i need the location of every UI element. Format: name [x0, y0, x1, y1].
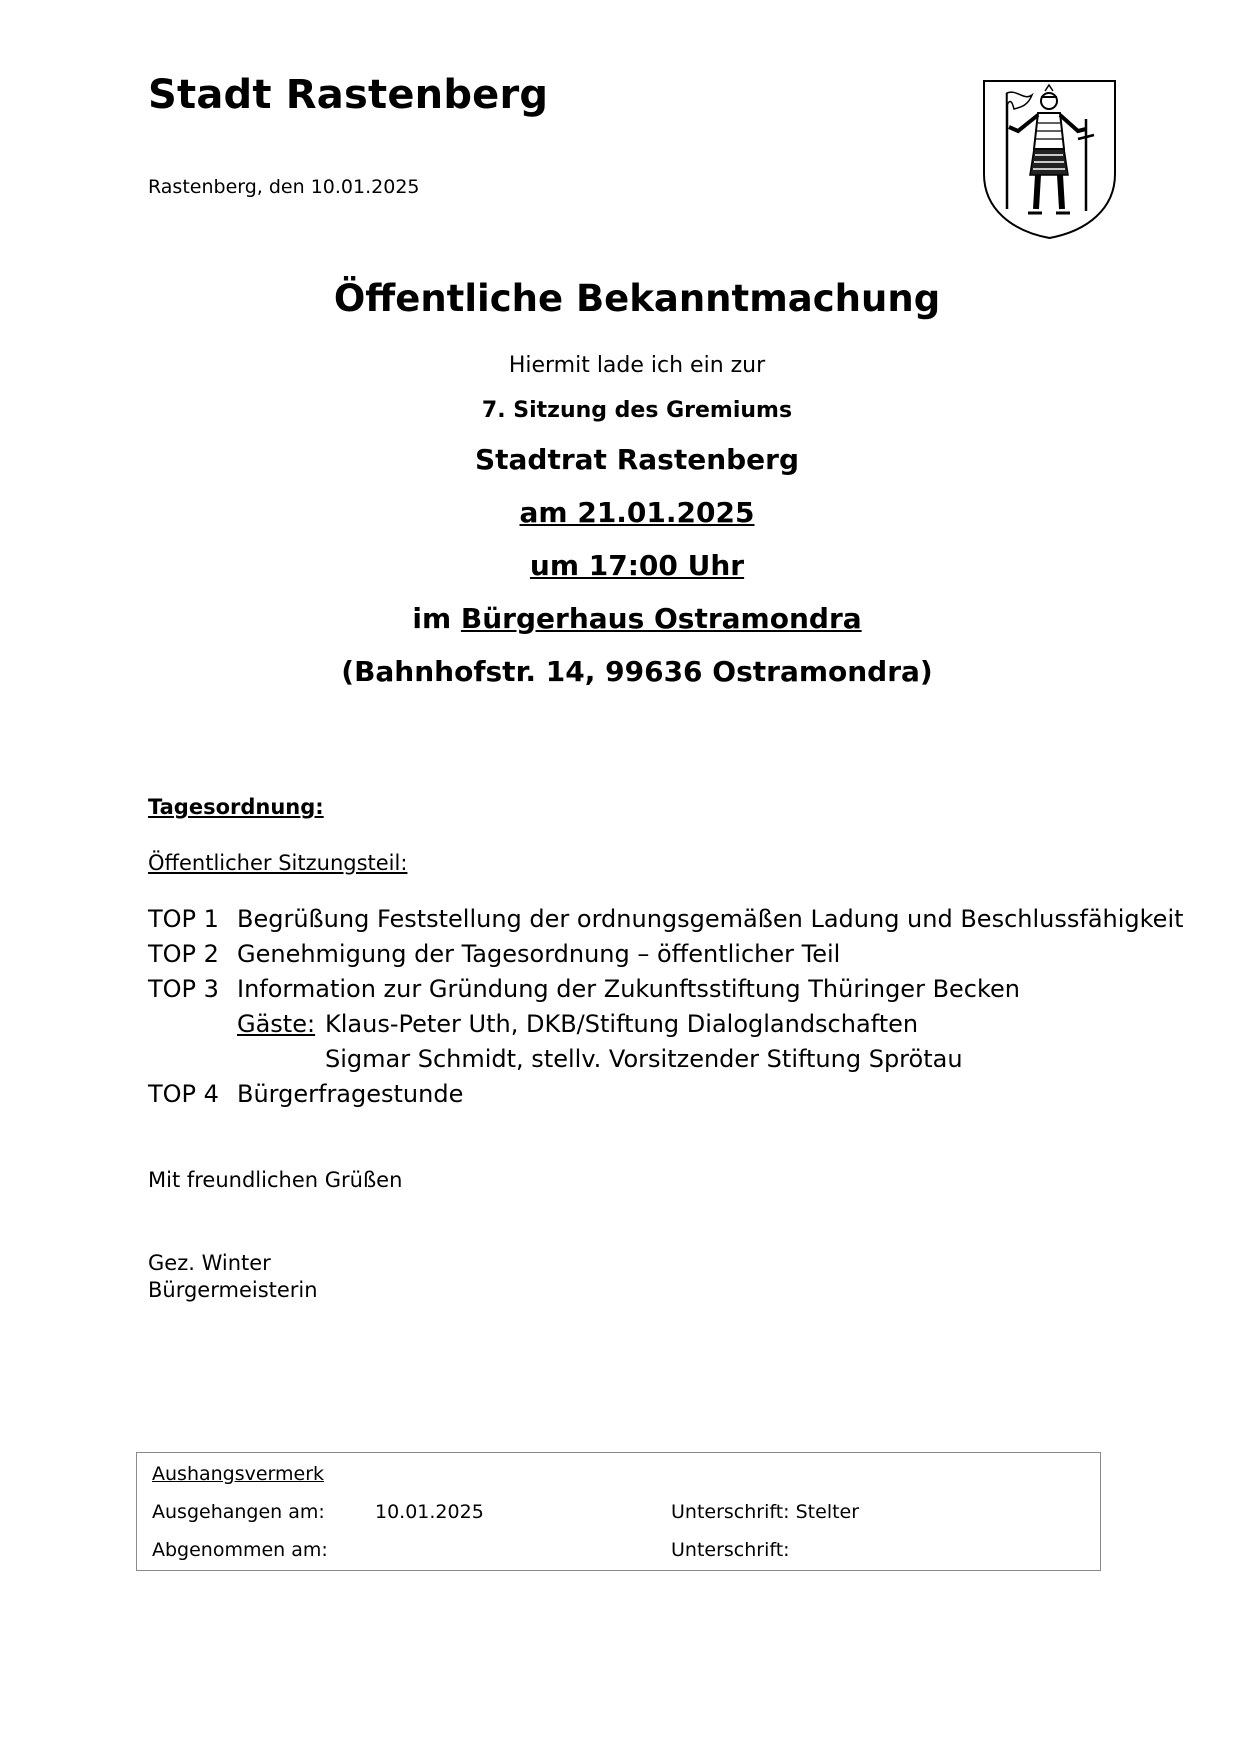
venue-address: (Bahnhofstr. 14, 99636 Ostramondra): [341, 655, 933, 688]
venue-name: Bürgerhaus Ostramondra: [460, 602, 862, 635]
posted-label: Ausgehangen am:: [152, 1501, 325, 1523]
city-title: Stadt Rastenberg: [148, 72, 549, 118]
agenda-heading: Tagesordnung:: [148, 795, 324, 819]
agenda-item-text: Bürgerfragestunde: [237, 1080, 464, 1108]
posting-note-title: Aushangsvermerk: [152, 1463, 325, 1485]
agenda-item: [148, 975, 1020, 1003]
venue-prefix: im: [412, 602, 452, 635]
agenda-item-text: Genehmigung der Tagesordnung – öffentlicher Teil: [237, 940, 841, 968]
agenda-item-number: TOP 1: [148, 905, 219, 933]
agenda-item: [148, 940, 840, 968]
meeting-time: um 17:00 Uhr: [529, 549, 745, 582]
signatory: Gez. Winter: [148, 1251, 271, 1275]
removed-signature: Unterschrift:: [671, 1539, 790, 1561]
session-number: 7. Sitzung des Gremiums: [481, 398, 793, 423]
posted-signature: Unterschrift: Stelter: [671, 1501, 860, 1523]
agenda-item-number: TOP 4: [148, 1080, 219, 1108]
closing-greeting: Mit freundlichen Grüßen: [148, 1168, 403, 1192]
guest-entry: Sigmar Schmidt, stellv. Vorsitzender Stiftung Sprötau: [325, 1045, 963, 1073]
posting-note-box: [136, 1452, 1101, 1571]
notice-heading: Öffentliche Bekanntmachung: [333, 277, 941, 320]
public-part-heading: Öffentlicher Sitzungsteil:: [148, 851, 408, 875]
coat-of-arms-icon: [982, 79, 1117, 240]
signatory-role: Bürgermeisterin: [148, 1278, 318, 1302]
agenda-item: [148, 1080, 463, 1108]
agenda-item: [148, 905, 1184, 933]
agenda-item-text: Begrüßung Feststellung der ordnungsgemäßen Ladung und Beschlussfähigkeit: [237, 905, 1184, 933]
agenda-item-number: TOP 3: [148, 975, 219, 1003]
guest-entry: Klaus-Peter Uth, DKB/Stiftung Dialoglandschaften: [325, 1010, 919, 1038]
meeting-venue: [0, 602, 1240, 635]
meeting-date: am 21.01.2025: [519, 496, 755, 529]
agenda-item-number: TOP 2: [148, 940, 219, 968]
dateline: Rastenberg, den 10.01.2025: [148, 176, 420, 198]
invitation-intro: Hiermit lade ich ein zur: [508, 353, 766, 378]
guests-label: Gäste:: [237, 1010, 316, 1038]
posted-date: 10.01.2025: [375, 1501, 484, 1523]
council-name: Stadtrat Rastenberg: [474, 443, 800, 476]
agenda-item-text: Information zur Gründung der Zukunftsstiftung Thüringer Becken: [237, 975, 1021, 1003]
removed-label: Abgenommen am:: [152, 1539, 328, 1561]
